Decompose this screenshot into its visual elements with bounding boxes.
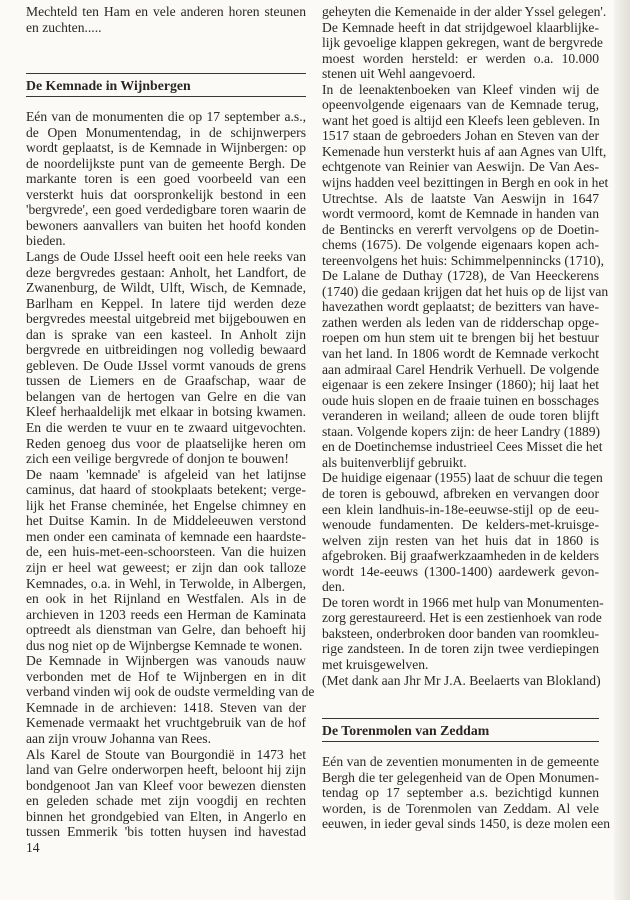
text-line: optreedt als dienstman van Gelre, dan behoeft hij [26,622,306,638]
paragraph-6 [322,4,607,82]
text-line: verbonden met de Hof te Wijnbergen en in dit [26,668,306,684]
text-line: Barlham en Keppel. In latere tijd werden deze [26,295,306,311]
text-line: bieden. [26,233,66,249]
text-line: Kemnades, o.a. in Wehl, in Terwolde, in Albergen, [26,575,306,591]
text-line: en de Doetinchemse industrieel Cees Misset die het [322,439,603,455]
text-line: wordt geplaatst, is de Kemnade in Wijnbergen: op [26,140,306,156]
text-line: en geleden schade met zijn voogdij en rechten [26,793,306,809]
paragraph-9 [322,594,604,673]
text-line: de noordelijkste punt van de gemeente Bergh. De [26,155,306,171]
paragraph-3 [26,467,306,654]
text-line: Mechteld ten Ham en vele anderen horen steunen [26,4,306,19]
text-line: Eén van de zeventien monumenten in de gemeente [322,754,599,770]
text-line: tereenvolgens het huis: Schimmelpennincks (1710), [322,252,605,268]
section-heading-text: De Kemnade in Wijnbergen [26,78,191,94]
text-line: caminus, dat haard of stookplaats betekent; verge- [26,482,306,498]
text-line: Kemnade in de archieven: 1418. Steven van der [26,699,306,715]
text-line: de Bentincks en vererft vervolgens op de Doetin- [322,221,599,237]
text-line: oude huis slopen en de fraaie tuinen en bosschages [322,392,599,408]
text-line: aan zijn vrouw Johanna van Rees. [26,730,211,746]
text-line: roepen om hun stem uit te brengen bij het bestuur [322,330,599,346]
text-line: en ook in het Rijnland en Westfalen. Als in de [26,591,306,607]
text-line: De Kemnade in Wijnbergen was vanouds nauw [26,653,306,669]
page-number: 14 [26,839,40,855]
text-line: 'bergvrede', een goed verdedigbare toren waarin de [26,202,306,218]
text-line: lijk gevoelige klappen gekregen, want de bergvrede [322,35,603,51]
right-column [322,4,611,832]
text-line: wenoude fundamenten. De kelders-met-kruisge- [322,517,599,533]
text-line: In de leenaktenboeken van Kleef vinden wij de [322,81,599,97]
text-line: aan admiraal Carel Hendrik Verhuell. De volgende [322,361,599,377]
text-line: welven zijn resten van het huis dat in 1860 is [322,532,599,548]
text-line: dan is sprake van een kasteel. In Anholt zijn [26,326,306,342]
section-heading-text: De Torenmolen van Zeddam [322,723,490,739]
acknowledgement: (Met dank aan Jhr Mr J.A. Beelaerts van Blokland) [322,672,601,688]
text-line: baksteen, onderbroken door banden van roomkleu- [322,625,600,641]
section-heading-kemnade [26,73,306,97]
text-line: de, een huis-met-een-schoorsteen. Van die huizen [26,544,306,560]
text-line: tussen de Liemers en de Graafschap, waar de [26,373,306,389]
text-line: deze bergvredes gestaan: Anholt, het Landfort, de [26,264,306,280]
text-line: een klein landhuis-in-18e-eeuwse-stijl op de eeu- [322,501,599,517]
paragraph-8 [322,470,603,595]
text-line: De Kemnade heeft in dat strijdgewoel klaarblijke- [322,19,599,35]
text-line: stenen uit Wehl aangevoerd. [322,66,476,82]
left-column [26,4,315,855]
text-line: want het goed is altijd een Kleefs leen gebleven. In [322,112,600,128]
text-line: 1517 staan de gebroeders Johan en Steven van der [322,128,599,144]
paragraph-2 [26,249,306,467]
paragraph-1 [26,109,306,249]
text-line: Kemenade vermaakt het vruchtgebruik van de hof [26,715,306,731]
text-line: dus nog niet op de Wijnbergse Kemnade te wonen. [26,637,303,653]
text-line: Als Karel de Stoute van Bourgondië in 1473 het [26,746,306,762]
text-line: bewoners aanvallers van buiten het hoofd konden [26,217,306,233]
text-line: zich een veilige bergvrede of donjon te bouwen! [26,451,289,467]
text-line: archieven in 1203 reeds een Herman de Kaminata [26,606,306,622]
text-line: den. [322,579,346,595]
text-line: binnen het grondgebied van Elten, in Angerlo en [26,808,306,824]
text-line: chems (1675). De volgende eigenaars kopen ach- [322,237,599,253]
text-line: belangen van de hertogen van Gelre en die van [26,388,306,404]
text-line: opeenvolgende eigenaars van de Kemnade terug, [322,97,599,113]
text-line: lijk het Franse cheminée, het Engelse chimney en [26,497,306,513]
section-heading-torenmolen [322,718,599,742]
text-line: het Duitse Kamin. In de Middeleeuwen verstond [26,513,306,529]
text-line: De huidige eigenaar (1955) laat de schuur die tegen [322,470,603,486]
text-line: tendag op 17 september a.s. bezichtigd kunnen [322,785,599,801]
text-line: Utrechtse. Als de laatste Van Aeswijn in 1647 [322,190,599,206]
intro-paragraph [26,4,306,35]
text-line: land van Gelre onderworpen heeft, beloont hij zijn [26,762,306,778]
text-line: worden, is de Torenmolen van Zeddam. Al vele [322,800,599,816]
text-line: moest worden hersteld: er werden o.a. 10.000 [322,50,599,66]
text-line: Reden genoeg dus voor de plaatselijke heren om [26,435,306,451]
text-line: staan. Volgende kopers zijn: de heer Landry (1889) [322,423,601,439]
text-line: wordt 14e-eeuws (1300-1400) aardewerk gevon- [322,563,599,579]
paragraph-7 [322,81,609,471]
text-line: wordt vermoord, komt de Kemnade in handen van [322,206,599,222]
paragraph-5 [26,747,306,840]
text-line: en zuchten..... [26,19,102,35]
text-line: de toren is gebouwd, afbreken en vervangen door [322,485,599,501]
text-line: rige zandsteen. In de toren zijn twee verdiepingen [322,641,599,657]
text-line: Langs de Oude IJssel heeft ooit een hele reeks van [26,249,306,265]
text-line: afgebroken. Bij graafwerkzaamheden in de kelders [322,548,600,564]
text-line: veranderen in weiland; alleen de oude toren blijft [322,408,599,424]
text-line: verband vinden wij ook de oudste vermelding van de [26,684,315,700]
text-line: de Open Monumentendag, in de schijnwerpers [26,124,306,140]
text-line: als buitenverblijf gebruikt. [322,454,467,470]
text-line: De naam 'kemnade' is afgeleid van het latijnse [26,466,306,482]
text-line: eeuwen, in ieder geval sinds 1450, is deze molen een [322,816,611,832]
paragraph-10 [322,754,611,832]
text-line: (1740) die gedaan krijgen dat het huis op de lijst van [322,283,609,299]
text-line: met kruisgewelven. [322,656,429,672]
text-line: tussen Emmerik 'bis totten huysen ind havestad [26,824,306,840]
text-line: van het land. In 1806 wordt de Kemnade verkocht [322,346,599,362]
text-line: echtgenote van Reinier van Aeswijn. De Van Aes- [322,159,599,175]
text-line: Zwanenburg, de Wildt, Ulft, Wisch, de Kemnade, [26,280,306,296]
text-line: gebleven. De Oude IJssel vormt vanouds de grens [26,357,306,373]
text-line: zorg gerestaureerd. Het is een zestienhoek van rode [322,610,602,626]
text-line: versterkt huis dat oorspronkelijk bestond in een [26,186,306,202]
text-line: De Lalane de Duthay (1728), de Van Heeckerens [322,268,599,284]
text-line: bondgenoot Jan van Kleef voor bewezen diensten [26,777,306,793]
text-line: Kleef herhaaldelijk met elkaar in botsing kwamen. [26,404,306,420]
text-line: zathen werden als leden van de ridderschap opge- [322,314,599,330]
text-line: Eén van de monumenten die op 17 september a.s., [26,109,306,125]
text-line: geheyten die Kemenaide in der alder Yssel gelegen'. [322,4,607,19]
text-line: wijns hadden veel bezittingen in Bergh en ook in het [322,175,609,191]
text-line: havezathen wordt geplaatst; de bezitters van have- [322,299,599,315]
text-line: bergvredes meestal uitgebreid met bijgebouwen en [26,311,306,327]
text-line: En die werden te vuur en te zwaard uitgevochten. [26,420,306,436]
text-line: men onder een caminata of kemnade een haardste- [26,528,306,544]
text-line: De toren wordt in 1966 met hulp van Monumenten- [322,594,604,610]
text-line: Kemenade hun versterkt huis af aan Agnes van Ulft, [322,143,607,159]
text-line: zijn er heel wat geweest; er zijn dan ook talloze [26,559,306,575]
paragraph-4 [26,653,315,746]
page-edge-shadow [614,0,630,900]
text-line: Bergh die ter gelegenheid van de Open Monumen- [322,769,599,785]
text-line: eigenaar is een zekere Insinger (1860); hij laat het [322,377,599,393]
text-line: markante toren is een goed voorbeeld van een [26,171,306,187]
text-line: bergvrede en uitbreidingen nog volledig bewaard [26,342,306,358]
